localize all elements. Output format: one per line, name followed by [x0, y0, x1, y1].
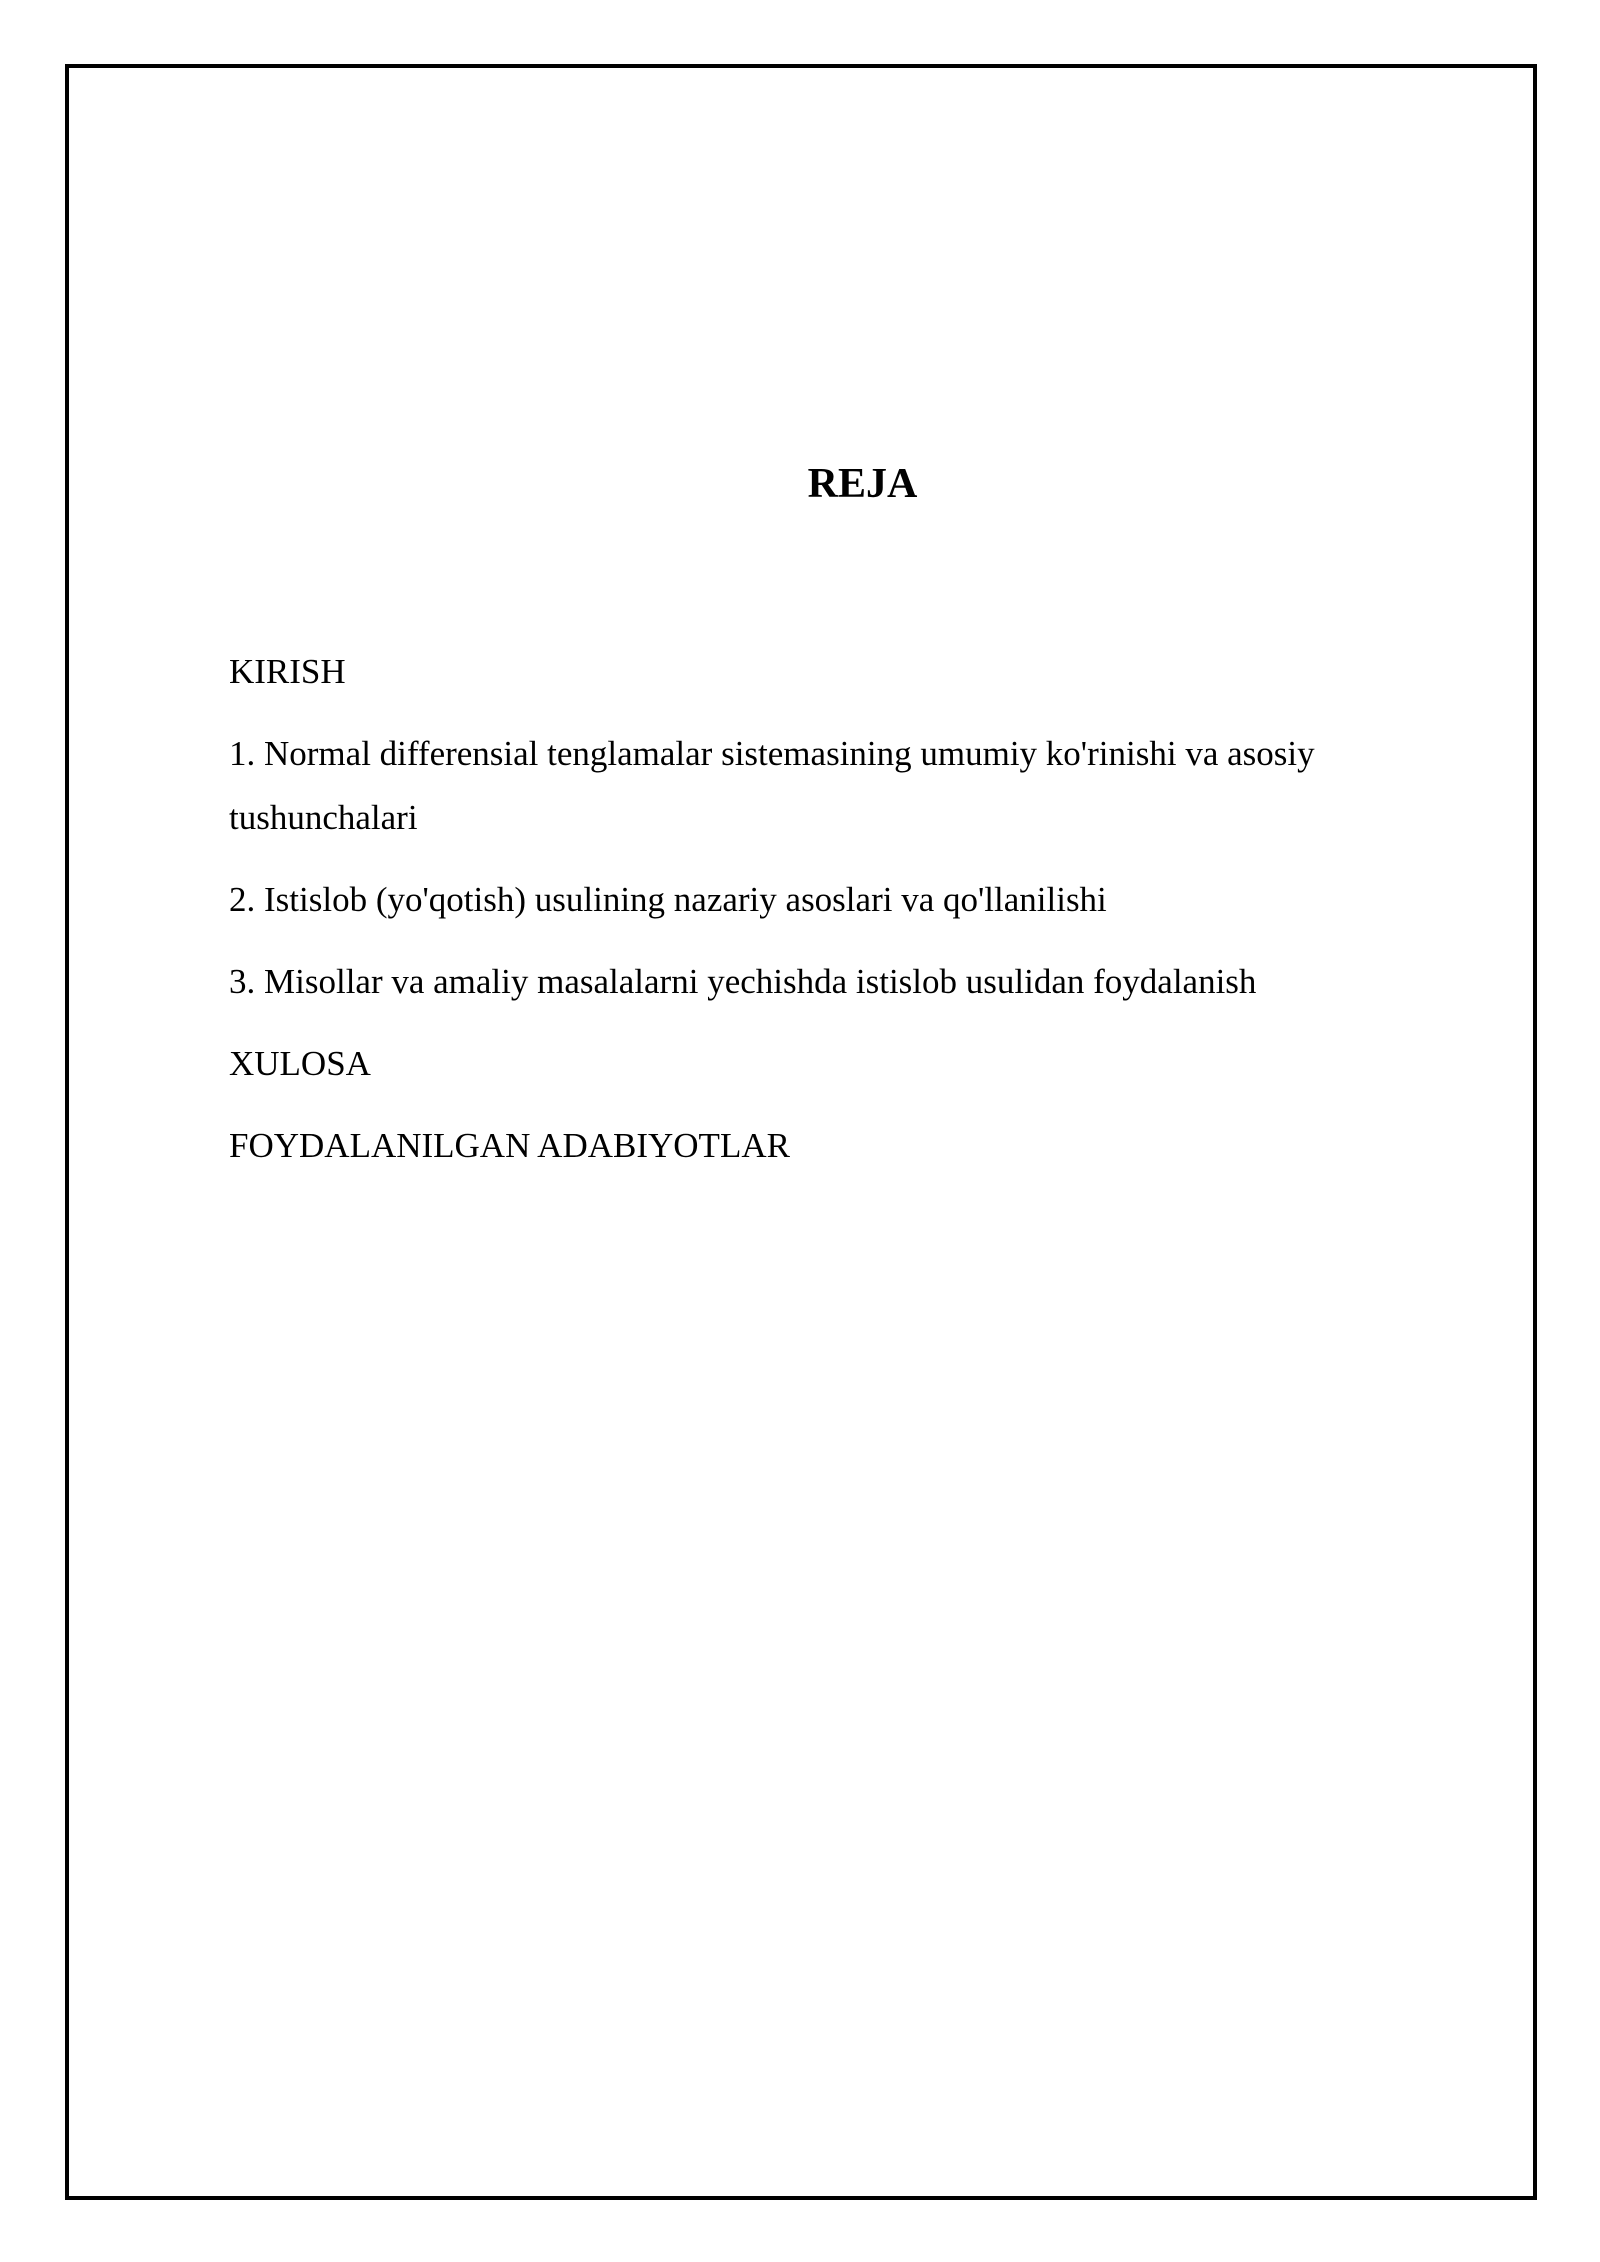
- plan-item-references: FOYDALANILGAN ADABIYOTLAR: [229, 1126, 790, 1165]
- page-title: REJA: [807, 461, 918, 507]
- plan-item-conclusion: XULOSA: [229, 1044, 371, 1083]
- plan-item-2: 2. Istislob (yo'qotish) usulining nazariy asoslari va qo'llanilishi: [229, 880, 1107, 919]
- plan-item-introduction: KIRISH: [229, 652, 346, 691]
- plan-list: [229, 640, 1419, 1196]
- plan-item-1: 1. Normal differensial tenglamalar sistemasining umumiy ko'rinishi va asosiy tushunchalari: [229, 734, 1315, 837]
- plan-item-3: 3. Misollar va amaliy masalalarni yechishda istislob usulidan foydalanish: [229, 962, 1257, 1001]
